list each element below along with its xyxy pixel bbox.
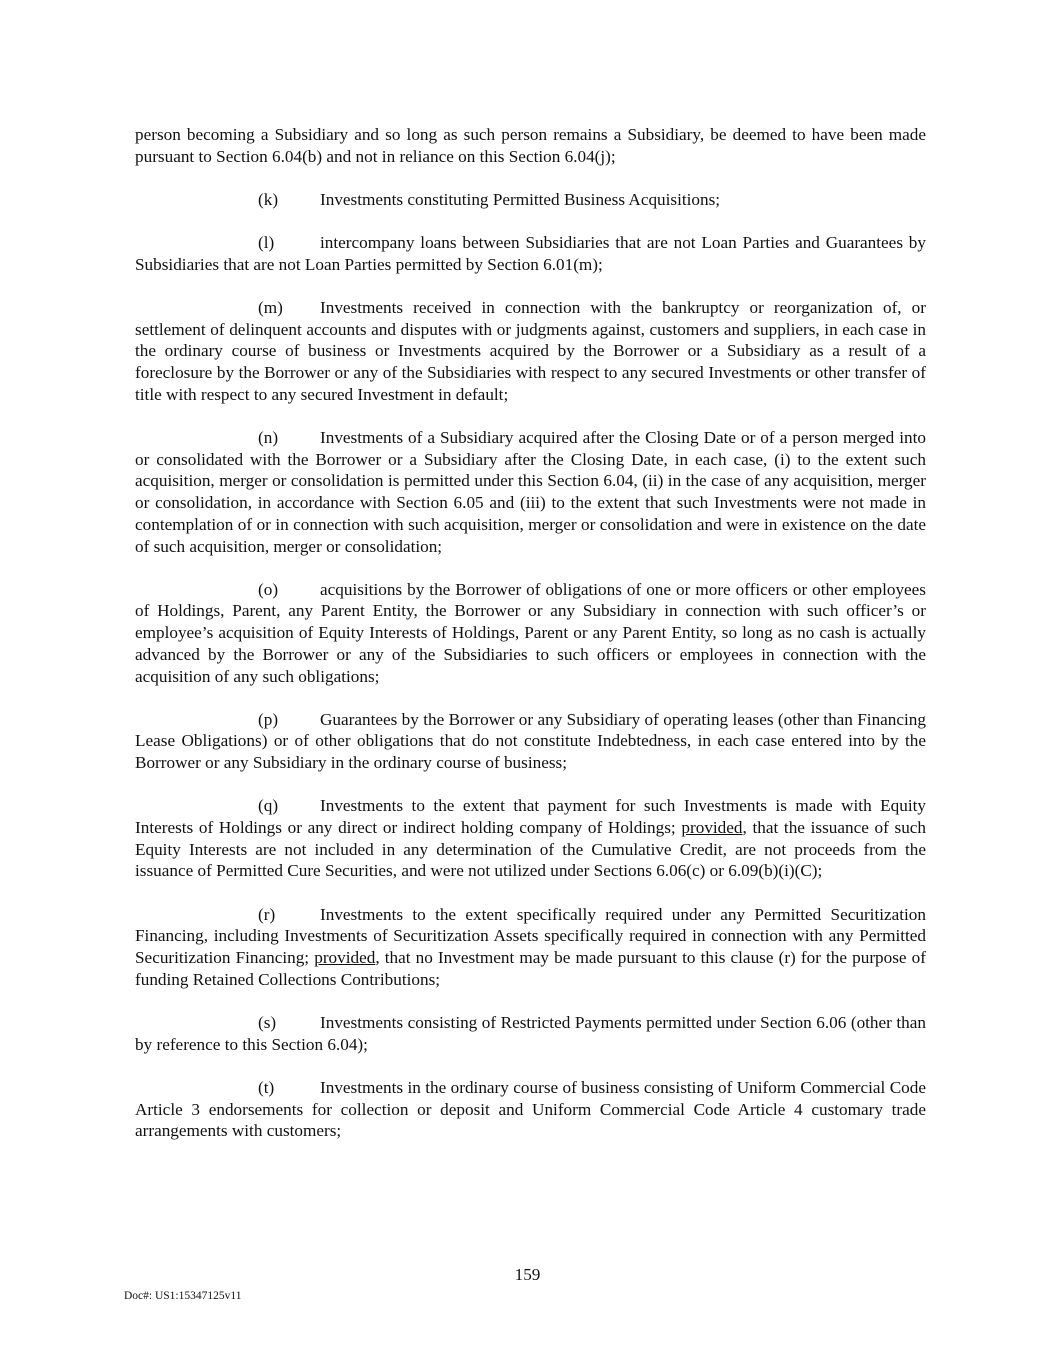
provided-term: provided bbox=[681, 818, 743, 838]
clause-text: Investments constituting Permitted Business Acquisitions; bbox=[320, 189, 721, 209]
clause-n bbox=[135, 427, 926, 557]
clause-text-continued: , that the issuance of such Equity Interests are not included in any determination of the Cumulative Credit, are not proceeds from the issuance of Permitted Cure Securities, and were not utilized under Sections 6.06(c) or 6.09(b)(i)(C); bbox=[135, 818, 927, 881]
clause-text: intercompany loans between Subsidiaries that are not Loan Parties and Guarantees by Subsidiaries that are not Loan Parties permitted by Section 6.01(m); bbox=[135, 233, 926, 274]
document-id: Doc#: US1:15347125v11 bbox=[124, 1290, 242, 1302]
clause-text: Investments in the ordinary course of business consisting of Uniform Commercial Code Article 3 endorsements for collection or deposit and Uniform Commercial Code Article 4 customary trade arrangements with customers; bbox=[135, 1077, 926, 1141]
clause-o bbox=[135, 579, 926, 688]
clause-label: (s) bbox=[258, 1013, 277, 1032]
clause-text: Investments consisting of Restricted Payments permitted under Section 6.06 (other than by reference to this Section 6.04); bbox=[135, 1013, 926, 1054]
clause-label: (r) bbox=[258, 904, 276, 924]
page-number: 159 bbox=[514, 1265, 541, 1284]
provided-term: provided bbox=[314, 948, 376, 968]
document-body bbox=[135, 124, 926, 1164]
clause-text: acquisitions by the Borrower of obligations of one or more officers or other employees of Holdings, Parent, any Parent Entity, the Borrower or any Subsidiary in connection with such officer’s or employee’s acquisition of Equity Interests of Holdings, Parent or any Parent Entity, so long as no cash is actually advanced by the Borrower or any of the Subsidiaries to such officers or employees in connection with the acquisition of any such obligations; bbox=[135, 579, 926, 686]
clause-p bbox=[135, 709, 926, 774]
clause-label: (q) bbox=[258, 796, 279, 816]
clause-label: (t) bbox=[258, 1077, 275, 1097]
clause-r bbox=[135, 904, 926, 991]
intro-paragraph: person becoming a Subsidiary and so long as such person remains a Subsidiary, be deemed to have been made pursuant to Section 6.04(b) and not in reliance on this Section 6.04(j); bbox=[135, 125, 926, 166]
clause-t bbox=[135, 1077, 926, 1142]
clause-text: Investments received in connection with the bankruptcy or reorganization of, or settlement of delinquent accounts and disputes with or judgments against, customers and suppliers, in each case in the ordinary course of business or Investments acquired by the Borrower or a Subsidiary as a result of a foreclosure by the Borrower or any of the Subsidiaries with respect to any secured Investments or other transfer of title with respect to any secured Investment in default; bbox=[135, 298, 926, 404]
clause-label: (p) bbox=[258, 709, 279, 729]
clause-label: (n) bbox=[258, 428, 279, 448]
clause-label: (m) bbox=[258, 298, 283, 318]
clause-text-continued: , that no Investment may be made pursuant to this clause (r) for the purpose of funding Retained Collections Contributions; bbox=[135, 948, 926, 989]
clause-text: Investments to the extent specifically required under any Permitted Securitization Financing, including Investments of Securitization Assets specifically required in connection with any Permitted Securitization Financing; bbox=[135, 904, 926, 968]
clause-text: Guarantees by the Borrower or any Subsidiary of operating leases (other than Financing Lease Obligations) or of other obligations that do not constitute Indebtedness, in each case entered into by the Borrower or any Subsidiary in the ordinary course of business; bbox=[135, 709, 926, 773]
clause-label: (l) bbox=[258, 233, 275, 253]
clause-text: Investments of a Subsidiary acquired after the Closing Date or of a person merged into or consolidated with the Borrower or a Subsidiary after the Closing Date, in each case, (i) to the extent such acquisition, merger or consolidation is permitted under this Section 6.04, (ii) in the case of any acquisition, merger or consolidation, in accordance with Section 6.05 and (iii) to the extent that such Investments were not made in contemplation of or in connection with such acquisition, merger or consolidation and were in existence on the date of such acquisition, merger or consolidation; bbox=[135, 428, 926, 556]
clause-k bbox=[135, 189, 926, 211]
clause-q bbox=[135, 795, 926, 882]
clause-l bbox=[135, 232, 926, 275]
clause-label: (o) bbox=[258, 579, 279, 599]
clause-text: Investments to the extent that payment for such Investments is made with Equity Interests of Holdings or any direct or indirect holding company of Holdings; bbox=[135, 796, 926, 838]
clause-s bbox=[135, 1012, 926, 1055]
clause-m bbox=[135, 297, 926, 406]
clause-label: (k) bbox=[258, 189, 279, 209]
